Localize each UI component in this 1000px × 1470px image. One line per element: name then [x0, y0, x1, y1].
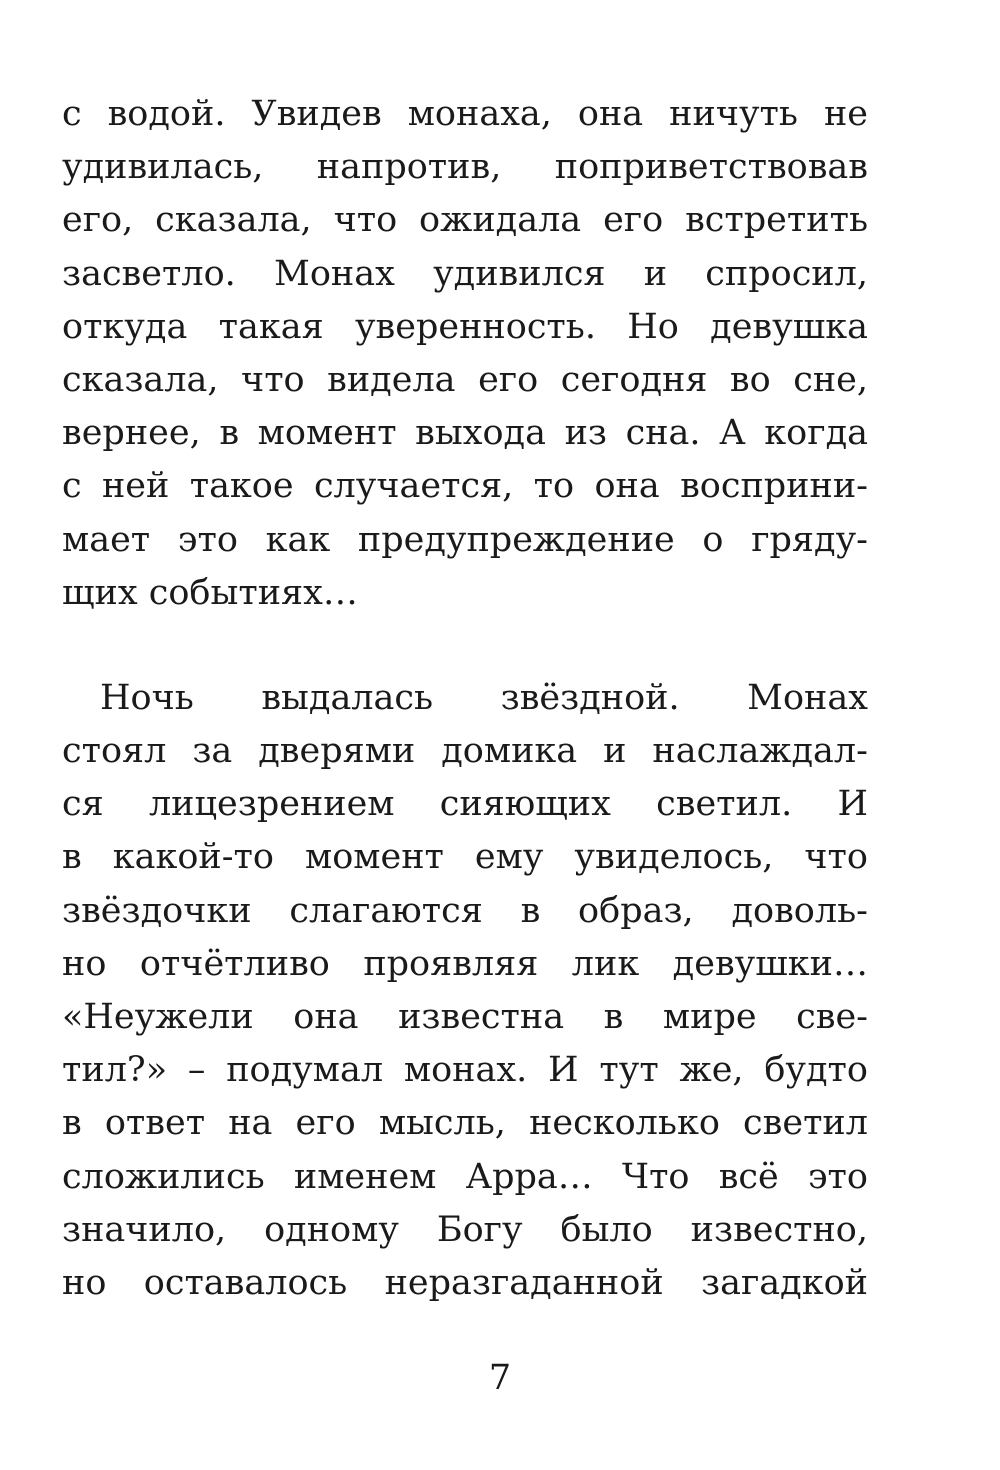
page-body — [62, 88, 868, 1310]
text-line: Ночь выдалась звёздной. Монах — [100, 677, 868, 718]
text-line: щих событиях… — [62, 572, 358, 613]
paragraph-1 — [62, 88, 868, 620]
text-line: стоял за дверями домика и наслаждал- — [62, 731, 868, 772]
text-line: вернее, в момент выхода из сна. А когда — [62, 413, 868, 454]
paragraph-2 — [62, 672, 868, 1310]
text-line: но оставалось неразгаданной загадкой — [62, 1262, 868, 1303]
text-line: значило, одному Богу было известно, — [62, 1209, 868, 1250]
text-line: с ней такое случается, то она восприни- — [62, 466, 868, 507]
text-line: засветло. Монах удивился и спросил, — [62, 253, 868, 294]
text-line: но отчётливо проявляя лик девушки… — [62, 943, 868, 984]
text-line: сказала, что видела его сегодня во сне, — [62, 359, 868, 400]
text-line: откуда такая уверенность. Но девушка — [62, 306, 868, 347]
paragraph-gap — [62, 620, 868, 672]
text-line: тил?» – подумал монах. И тут же, будто — [62, 1050, 868, 1091]
text-line: сложились именем Арра… Что всё это — [62, 1156, 868, 1197]
text-line: «Неужели она известна в мире све- — [62, 997, 868, 1037]
text-line: мает это как предупреждение о гряду- — [62, 519, 868, 560]
text-line: его, сказала, что ожидала его встретить — [62, 200, 868, 241]
text-line: с водой. Увидев монаха, она ничуть не — [62, 94, 868, 134]
text-line: ся лицезрением сияющих светил. И — [62, 784, 868, 825]
text-line: звёздочки слагаются в образ, доволь- — [62, 890, 868, 931]
text-line: в какой-то момент ему увиделось, что — [62, 837, 868, 878]
page-number: 7 — [488, 1358, 512, 1398]
text-line: удивилась, напротив, поприветствовав — [62, 147, 868, 188]
text-line: в ответ на его мысль, несколько светил — [62, 1103, 868, 1144]
